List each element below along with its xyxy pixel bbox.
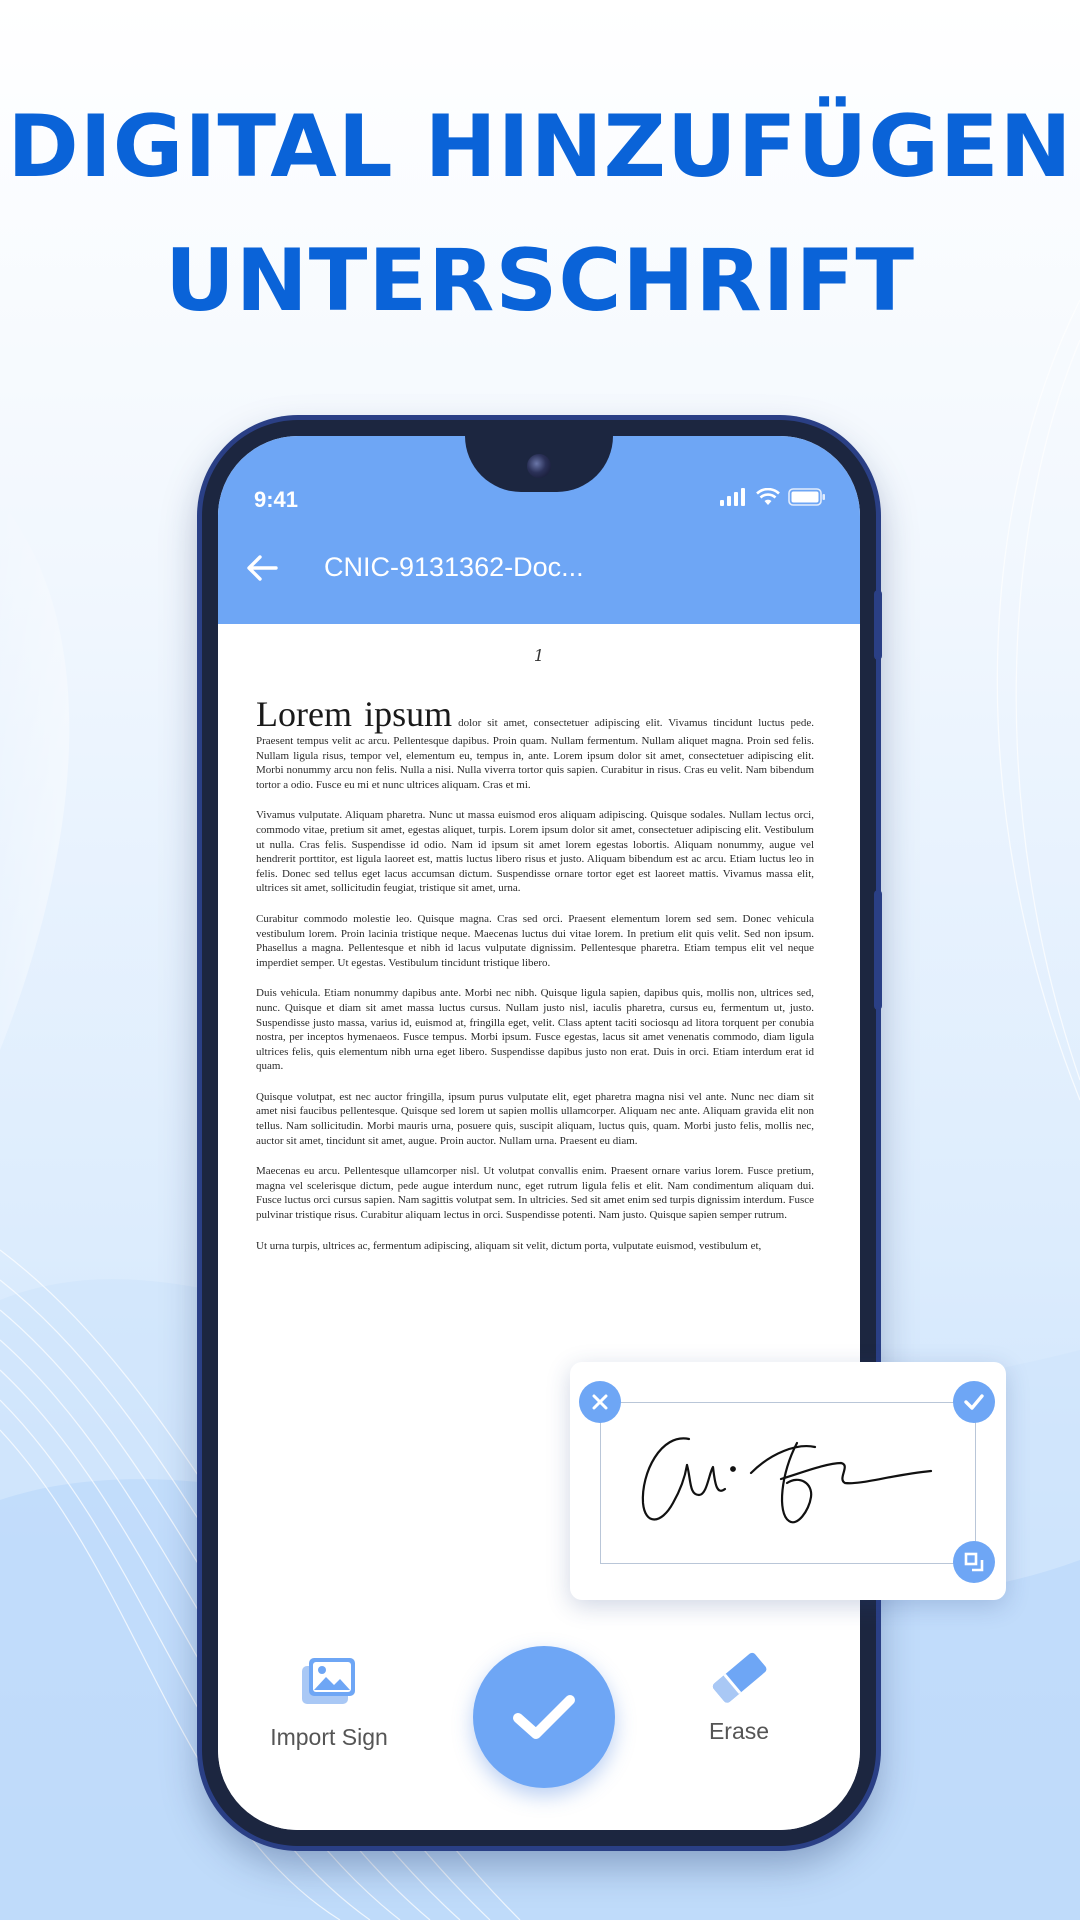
status-icons [720, 488, 826, 506]
checkmark-icon [512, 1692, 576, 1742]
document-title: CNIC-9131362-Doc... [324, 552, 584, 582]
confirm-button[interactable] [473, 1646, 615, 1788]
status-time: 9:41 [254, 487, 299, 512]
headline-line-2: UNTERSCHRIFT [164, 231, 916, 331]
resize-icon [963, 1551, 985, 1573]
document-heading: Lorem ipsum [256, 694, 453, 734]
import-sign-button[interactable] [254, 1654, 404, 1751]
image-gallery-icon [298, 1654, 360, 1710]
signature-accept-button[interactable] [953, 1381, 995, 1423]
document-paragraph: Quisque volutpat, est nec auctor fringilla, ipsum purus vulputate elit, eget pharetra magna nisi vel ante. Nunc nec diam sit amet nisi faucibus pellentesque. Quisque sed lorem ut sapien mollis ullamcorper. Aliquam nec ante. Aliquam gravida elit non tellus. Nam sollicitudin. Morbi mauris urna, posuere quis, suscipit aliquam, luctus quis, quam. Morbi justo felis, mollis nec, auctor sit amet, tincidunt sit amet, augue. Proin auctor. Nullam urna. Praesent eu diam. [256, 1090, 814, 1147]
eraser-icon [708, 1648, 770, 1706]
back-button[interactable] [240, 546, 284, 590]
document-paragraph: Curabitur commodo molestie leo. Quisque magna. Cras sed orci. Praesent elementum lorem sed sem. Donec vehicula vestibulum lorem. Proin lacinia tristique neque. Maecenas luctus dui vitae lorem. In pretium elit quis velit. Sed non ipsum. Phasellus a magna. Pellentesque et nibh id lacus vulputate dignissim. Pellentesque pharetra. Etiam tempus elit vel neque imperdiet semper. Ut egestas. Vestibulum tincidunt tristique libero. [256, 912, 814, 969]
document-paragraph: Vivamus vulputate. Aliquam pharetra. Nunc ut massa euismod eros aliquam adipiscing. Quisque sodales. Nullam lectus orci, commodo vitae, pretium sit amet, egestas aliquet, turpis. Lorem ipsum dolor sit amet, consectetuer adipiscing elit. Vestibulum ut nulla. Cras felis. Suspendisse id odio. Nam id ipsum sit amet lorem egestas lobortis. Aliquam nonummy, augue vel hendrerit porttitor, est ligula laoreet est, mattis luctus libero risus et justo. Aliquam bibendum est ac arcu. Etiam luctus leo in felis. Donec sed tellus eget lacus accumsan dictum. Suspendisse ornare tortor eget est laoreet mattis. Vivamus massa elit, ultrices sit amet, sollicitudin feugiat, tristique sit amet, urna. [256, 809, 814, 895]
arrow-left-icon [246, 554, 278, 582]
erase-label: Erase [708, 1718, 770, 1744]
headline [0, 80, 1080, 348]
document-body [256, 694, 814, 1269]
signature-close-button[interactable] [579, 1381, 621, 1423]
document-paragraph: Maecenas eu arcu. Pellentesque ullamcorper nisl. Ut volutpat convallis enim. Praesent ornare varius lorem. Fusce pretium, magna vel scelerisque dictum, pede augue interdum nunc, eget rutrum ligula felis et elit. Nam condimentum aliquam dui. Fusce luctus orci cursus sapien. Nam sagittis volutpat sem. In ultricies. Sed sit amet enim sed turpis dignissim interdum. Fusce pulvinar tristique risus. Curabitur aliquam lectus in orci. Suspendisse potenti. Nam justo. Quisque sapien semper rutrum. [256, 1165, 814, 1222]
phone-side-button [874, 890, 882, 1010]
phone-screen [218, 436, 860, 1830]
bottom-toolbar [218, 1614, 860, 1830]
phone-side-button [874, 590, 882, 660]
wifi-icon [756, 488, 780, 506]
phone-mockup [202, 420, 876, 1846]
document-paragraph: Ut urna turpis, ultrices ac, fermentum adipiscing, aliquam sit velit, dictum porta, vulputate euismod, vestibulum et, [256, 1239, 762, 1252]
close-icon [590, 1392, 610, 1412]
check-icon [963, 1393, 985, 1411]
signature-resize-handle[interactable] [953, 1541, 995, 1583]
signature-frame[interactable] [600, 1402, 976, 1564]
document-first-paragraph [256, 694, 814, 792]
front-camera [527, 454, 551, 478]
battery-icon [788, 488, 826, 506]
document-heading-tail: dolor sit amet, consectetuer adipiscing elit. Vivamus tincidunt luctus pede. Praesent tempus velit ac arcu. Pellentesque dapibus. Proin quam. Nullam fermentum. Nullam aliquet magna. Proin sed felis. Nullam ligula risus, tempor vel, elementum eu, tempus in, ante. Lorem ipsum dolor sit amet, consectetuer adipiscing elit. Morbi nonummy arcu non felis. Nulla a nisi. Nulla viverra tortor quis sapien. Curabitur in risus. Cras eu velit. Nam bibendum tortor a odio. Fusce eu mi et nunc ultrices aliquam. Cras et mi. [256, 717, 814, 791]
signal-icon [720, 488, 748, 506]
document-paragraph: Duis vehicula. Etiam nonummy dapibus ante. Morbi nec nibh. Quisque ligula sapien, dapibus quis, mollis non, ultrices sed, nunc. Quisque et diam sit amet massa luctus cursus. Nullam justo nisl, iaculis pharetra, cursus eu, fermentum ut, justo. Suspendisse justo massa, varius id, euismod at, fringilla eget, velit. Class aptent taciti sociosqu ad litora torquent per conubia nostra, per inceptos hymenaeos. Fusce tempus. Morbi ipsum. Fusce egestas, lacus sit amet venenatis commodo, diam ligula ultrices felis, quis elementum nibh urna eget libero. Suspendisse dapibus justo non erat. Duis in orci. Etiam interdum erat id quam. [256, 987, 814, 1073]
import-sign-label: Import Sign [270, 1724, 388, 1750]
signature-drawing [601, 1403, 975, 1563]
erase-button[interactable] [674, 1648, 804, 1745]
page-number: 1 [533, 646, 545, 665]
signature-card[interactable] [570, 1362, 1006, 1600]
headline-line-1: DIGITAL HINZUFÜGEN [7, 97, 1073, 197]
